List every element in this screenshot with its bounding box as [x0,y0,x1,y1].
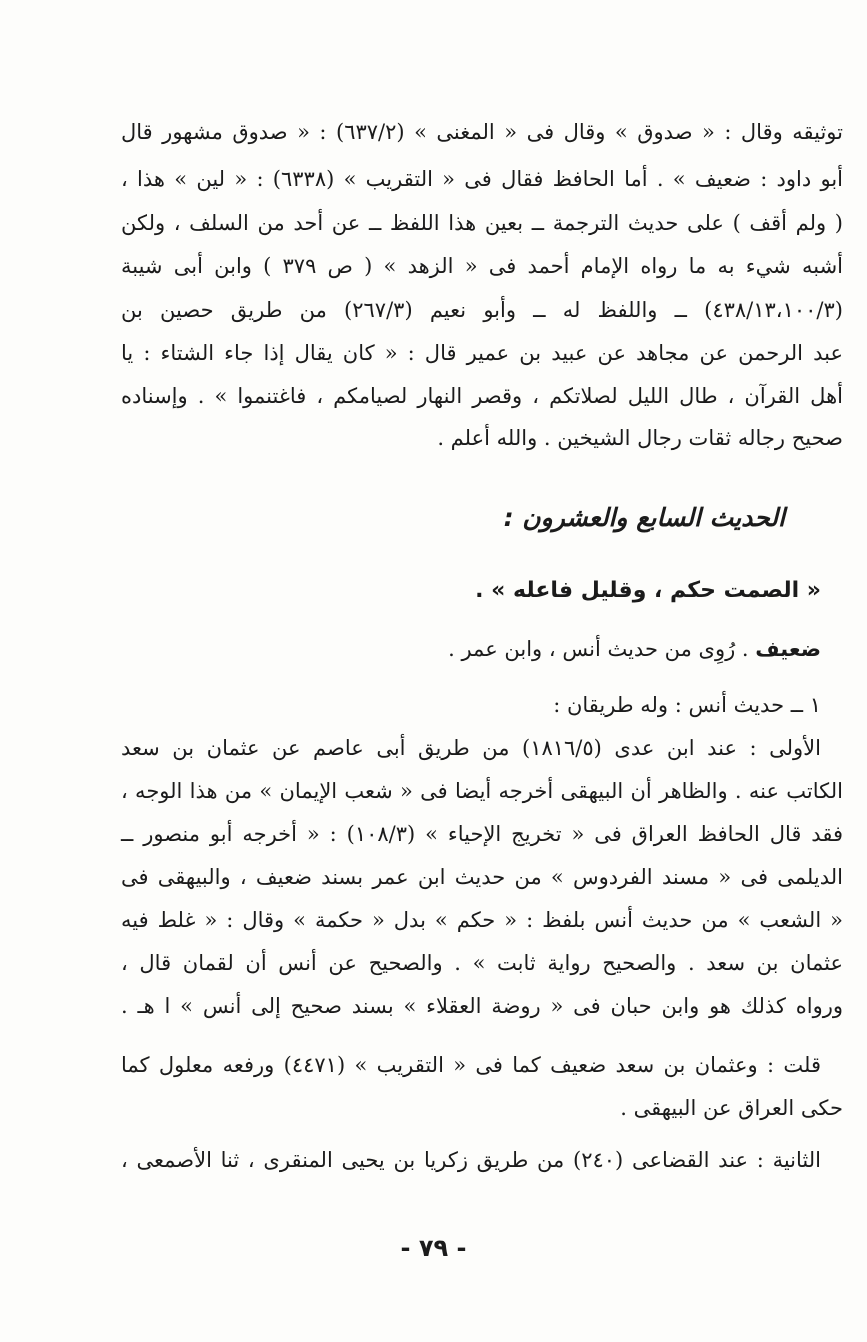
grade-label: ضعيف [755,637,821,661]
text-line: أهل القرآن ، طال الليل لصلاتكم ، وقصر النهار لصيامكم ، فاغتنموا » . وإسناده [121,384,843,408]
text-line: أبو داود : ضعيف » . أما الحافظ فقال فى « التقريب » (٦٣٣٨) : « لين » هذا ، [121,167,843,191]
text-line: الأولى : عند ابن عدى (١٨١٦/٥) من طريق أبى عاصم عن عثمان بن سعد [121,736,821,760]
text-line: حكى العراق عن البيهقى . [620,1096,843,1120]
text-line: الثانية : عند القضاعى (٢٤٠) من طريق زكريا بن يحيى المنقرى ، ثنا الأصمعى ، [121,1148,821,1172]
grade-text: . رُوِى من حديث أنس ، وابن عمر . [448,637,756,661]
text-line: أشبه شيء به ما رواه الإمام أحمد فى « الزهد » ( ص ٣٧٩ ) وابن أبى شيبة [121,254,843,278]
page-number: - ٧٩ - [400,1234,467,1262]
text-line: فقد قال الحافظ العراق فى « تخريج الإحياء » (١٠٨/٣) : « أخرجه أبو منصور ــ [121,822,843,846]
grade-line [448,634,821,664]
text-line: قلت : وعثمان بن سعد ضعيف كما فى « التقريب » (٤٤٧١) ورفعه معلول كما [121,1053,821,1077]
text-line: صحيح رجاله ثقات رجال الشيخين . والله أعلم . [437,426,843,450]
text-line: ورواه كذلك هو وابن حبان فى « روضة العقلاء » بسند صحيح إلى أنس » ا هـ . [121,994,843,1018]
text-line: (٤٣٨/١٣،١٠٠/٣) ــ واللفظ له ــ وأبو نعيم (٢٦٧/٣) من طريق حصين بن [121,298,843,322]
text-line: « الشعب » من حديث أنس بلفظ : « حكم » بدل « حكمة » وقال : « غلط فيه [121,908,843,932]
text-line: الكاتب عنه . والظاهر أن البيهقى أخرجه أيضا فى « شعب الإيمان » من هذا الوجه ، [121,779,843,803]
text-line: ( ولم أقف ) على حديث الترجمة ــ بعين هذا اللفظ ــ عن أحد من السلف ، ولكن [121,211,843,235]
hadith-text: « الصمت حكم ، وقليل فاعله » . [475,578,821,603]
list-item-heading: ١ ــ حديث أنس : وله طريقان : [553,693,821,717]
text-line: عثمان بن سعد . والصحيح رواية ثابت » . والصحيح عن أنس أن لقمان قال ، [121,951,843,975]
section-heading: الحديث السابع والعشرون : [503,503,785,532]
text-line: توثيقه وقال : « صدوق » وقال فى « المغنى » (٦٣٧/٢) : « صدوق مشهور قال [121,120,843,144]
text-line: عبد الرحمن عن مجاهد عن عبيد بن عمير قال : « كان يقال إذا جاء الشتاء : يا [121,341,843,365]
text-line: الديلمى فى « مسند الفردوس » من حديث ابن عمر بسند ضعيف ، والبيهقى فى [121,865,843,889]
